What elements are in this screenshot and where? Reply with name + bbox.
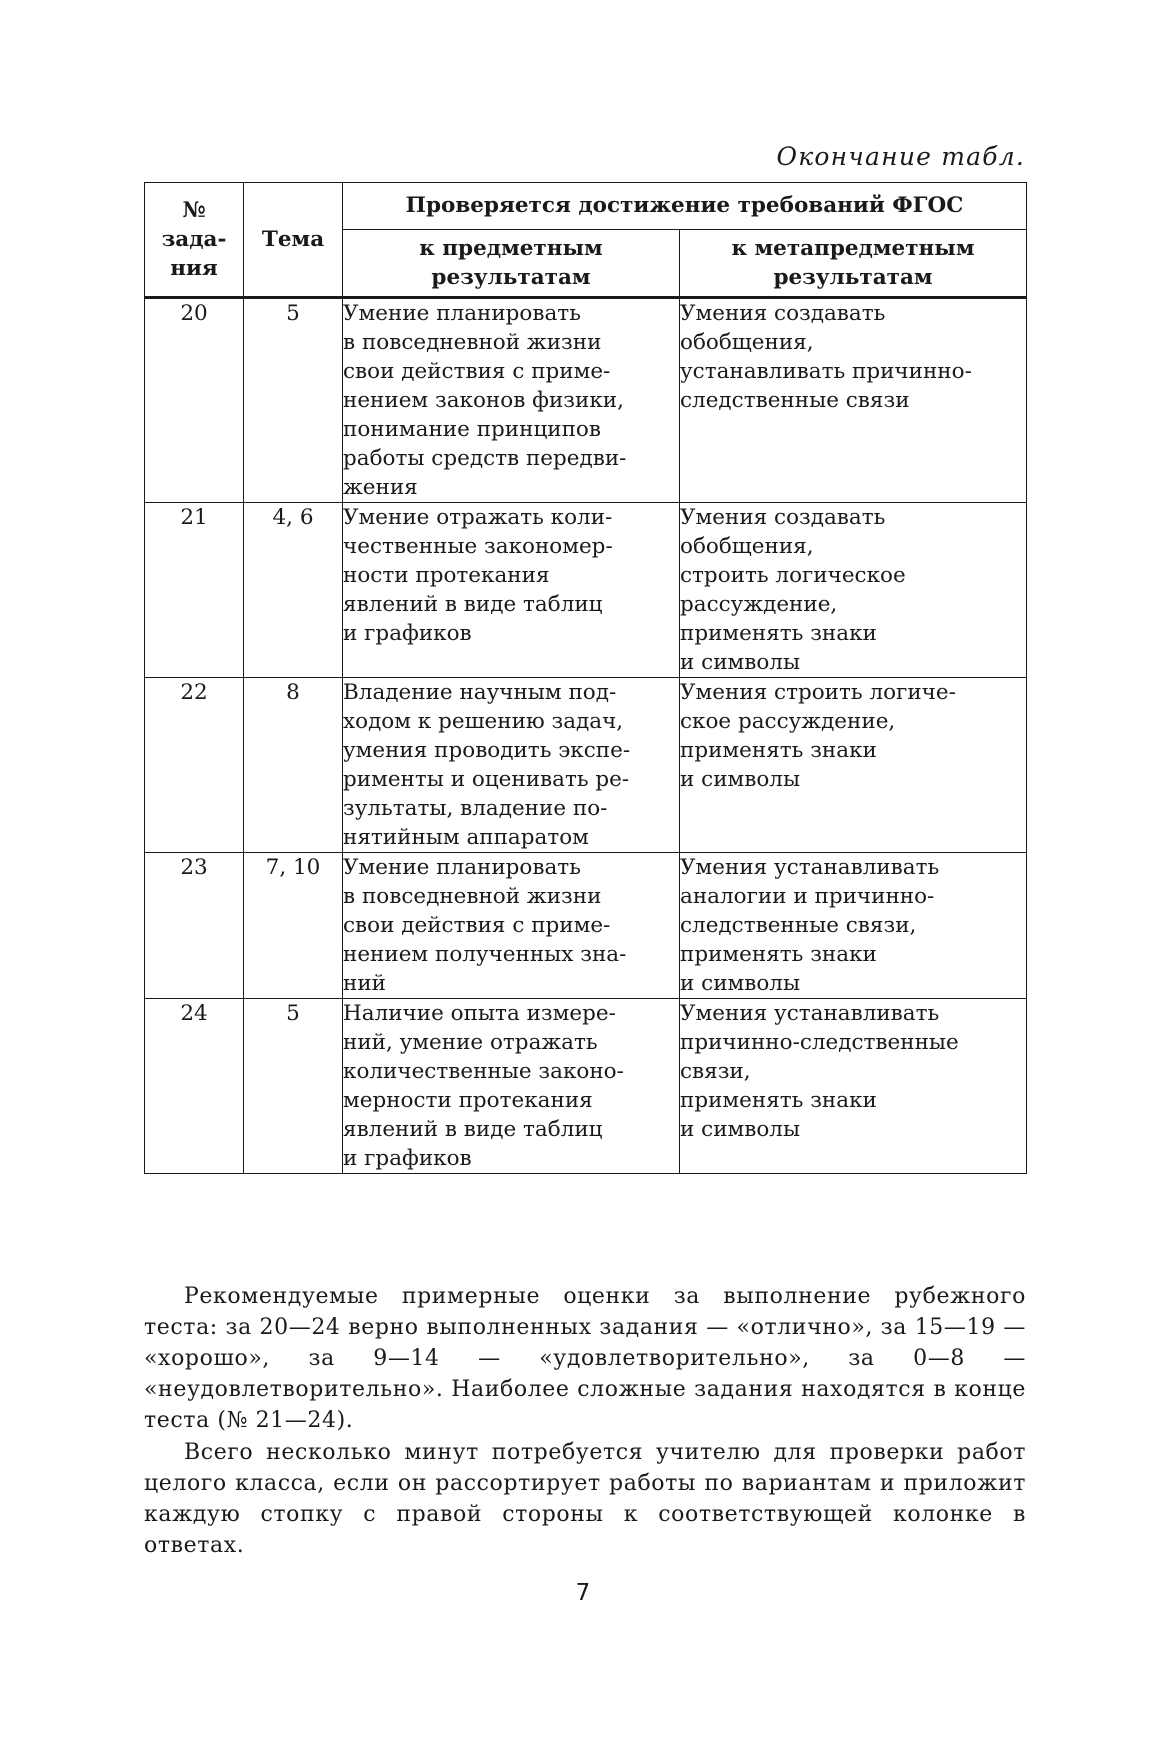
header-task-number: № зада- ния	[145, 183, 244, 298]
meta-result: Умения создавать обобщения, устанавливать причинно- следственные связи	[680, 298, 1027, 503]
header-fgos-requirements: Проверяется достижение требований ФГОС	[343, 183, 1027, 230]
task-number: 24	[145, 999, 244, 1174]
table-row	[145, 999, 1027, 1174]
table-continuation-caption: Окончание табл.	[776, 142, 1025, 171]
meta-result: Умения устанавливать причинно-следственные связи, применять знаки и символы	[680, 999, 1027, 1174]
header-meta-results: к метапредметным результатам	[680, 230, 1027, 298]
task-topic: 8	[244, 678, 343, 853]
task-topic: 7, 10	[244, 853, 343, 999]
subject-result: Умение планировать в повседневной жизни свои действия с приме- нением полученных зна- ний	[343, 853, 680, 999]
table-row	[145, 678, 1027, 853]
grading-paragraph: Рекомендуемые примерные оценки за выполнение рубежного теста: за 20—24 верно выполненных задания — «отлично», за 15—19 — «хорошо», за 9—14 — «удовлетворительно», за 0—8 — «неудовлетворительно». Наиболее сложные задания находятся в конце теста (№ 21—24).	[144, 1284, 1026, 1433]
page-number: 7	[575, 1580, 591, 1606]
header-topic: Тема	[244, 183, 343, 298]
meta-result: Умения строить логиче- ское рассуждение, применять знаки и символы	[680, 678, 1027, 853]
task-topic: 5	[244, 999, 343, 1174]
table-row	[145, 298, 1027, 503]
requirements-table	[144, 182, 1027, 1174]
subject-result: Наличие опыта измере- ний, умение отражать количественные законо- мерности протекания явлений в виде таблиц и графиков	[343, 999, 680, 1174]
meta-result: Умения создавать обобщения, строить логическое рассуждение, применять знаки и символы	[680, 503, 1027, 678]
subject-result: Умение планировать в повседневной жизни свои действия с приме- нением законов физики, понимание принципов работы средств передви- жения	[343, 298, 680, 503]
subject-result: Владение научным под- ходом к решению задач, умения проводить экспе- рименты и оценивать ре- зультаты, владение по- нятийным аппаратом	[343, 678, 680, 853]
subject-result: Умение отражать коли- чественные закономер- ности протекания явлений в виде таблиц и графиков	[343, 503, 680, 678]
task-number: 23	[145, 853, 244, 999]
header-subject-results: к предметным результатам	[343, 230, 680, 298]
table-row	[145, 853, 1027, 999]
meta-result: Умения устанавливать аналогии и причинно- следственные связи, применять знаки и символы	[680, 853, 1027, 999]
task-topic: 4, 6	[244, 503, 343, 678]
task-number: 21	[145, 503, 244, 678]
task-number: 22	[145, 678, 244, 853]
checking-paragraph: Всего несколько минут потребуется учителю для проверки работ целого класса, если он рассортирует работы по вариантам и приложит каждую стопку с правой стороны к соответствующей колонке в ответах.	[144, 1440, 1026, 1558]
task-topic: 5	[244, 298, 343, 503]
table-row	[145, 503, 1027, 678]
task-number: 20	[145, 298, 244, 503]
